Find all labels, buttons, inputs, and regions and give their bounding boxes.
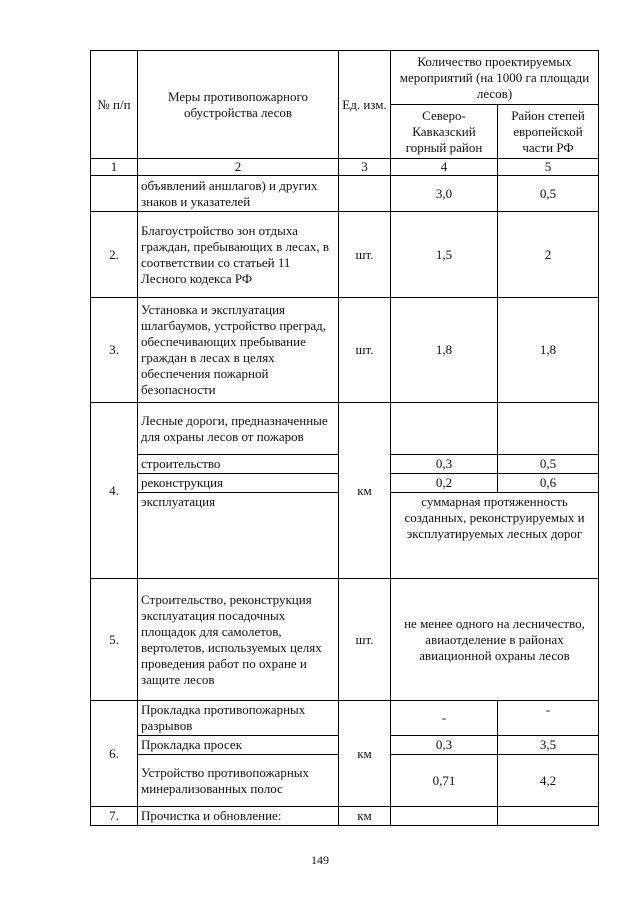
- row-unit: шт.: [339, 212, 391, 298]
- table-row: [91, 176, 599, 212]
- subrow-label: Устройство противопожарных минерализованных полос: [138, 755, 339, 807]
- page-number: 149: [311, 853, 329, 867]
- subrow-value-5: 0,6: [498, 474, 599, 493]
- row-num: 6.: [91, 701, 138, 807]
- table-row: [91, 212, 599, 298]
- row-value-4: 1,5: [391, 212, 498, 298]
- row-value-4: 3,0: [391, 176, 498, 212]
- row-value-4: [391, 807, 498, 826]
- row-measure: Прочистка и обновление:: [138, 807, 339, 826]
- row-value-5: [498, 807, 599, 826]
- colnum-3: 3: [339, 159, 391, 176]
- row-measure: Установка и эксплуатация шлагбаумов, устройство преград, обеспечивающих пребывание граждан в лесах в целях обеспечения пожарной безопасности: [138, 298, 339, 403]
- fire-prevention-table: [90, 50, 599, 826]
- column-numbers-row: [91, 159, 599, 176]
- subrow-label: Прокладка противопожарных разрывов: [138, 701, 339, 736]
- row-num: 3.: [91, 298, 138, 403]
- subrow-label: Прокладка просек: [138, 736, 339, 755]
- header-measures: Меры противопожарного обустройства лесов: [138, 51, 339, 159]
- subrow-value-5: 4,2: [498, 755, 599, 807]
- row-unit: шт.: [339, 579, 391, 701]
- subrow-value-4: -: [391, 701, 498, 736]
- row-num: 5.: [91, 579, 138, 701]
- subrow-value-4: 0,2: [391, 474, 498, 493]
- subrow-label: эксплуатация: [138, 493, 339, 579]
- row-unit: км: [339, 701, 391, 807]
- subrow-label: строительство: [138, 455, 339, 474]
- row-value-5: 0,5: [498, 176, 599, 212]
- row-value-4: [391, 403, 498, 455]
- subrow-value-5: -: [498, 701, 599, 736]
- row-num: 4.: [91, 403, 138, 579]
- subrow-value-5: 3,5: [498, 736, 599, 755]
- header-steppe-region: Район степей европейской части РФ: [498, 105, 599, 159]
- row-value-5: 1,8: [498, 298, 599, 403]
- header-row: [91, 51, 599, 105]
- row-value-4: 1,8: [391, 298, 498, 403]
- colnum-2: 2: [138, 159, 339, 176]
- row-measure: объявлений аншлагов) и других знаков и указателей: [138, 176, 339, 212]
- header-num: № п/п: [91, 51, 138, 159]
- colnum-1: 1: [91, 159, 138, 176]
- subrow-value-4: 0,71: [391, 755, 498, 807]
- header-quantity-group: Количество проектируемых мероприятий (на 1000 га площади лесов): [391, 51, 599, 105]
- table-row: [91, 701, 599, 736]
- row-value-5: [498, 403, 599, 455]
- row-measure: Строительство, реконструкция эксплуатация посадочных площадок для самолетов, вертолетов, используемых целях проведения работ по охране и защите лесов: [138, 579, 339, 701]
- table-row: [91, 807, 599, 826]
- colnum-4: 4: [391, 159, 498, 176]
- row-unit: шт.: [339, 298, 391, 403]
- table-row: [91, 298, 599, 403]
- subrow-label: реконструкция: [138, 474, 339, 493]
- row-num: 2.: [91, 212, 138, 298]
- row-value-5: 2: [498, 212, 599, 298]
- row-unit: км: [339, 807, 391, 826]
- subrow-value-4: 0,3: [391, 736, 498, 755]
- colnum-5: 5: [498, 159, 599, 176]
- header-north-caucasus: Северо-Кавказский горный район: [391, 105, 498, 159]
- table-row: [91, 579, 599, 701]
- subrow-value-5: 0,5: [498, 455, 599, 474]
- row-num: 7.: [91, 807, 138, 826]
- row-num: [91, 176, 138, 212]
- subrow-merged-value: суммарная протяженность созданных, реконструируемых и эксплуатируемых лесных дорог: [391, 493, 599, 579]
- subrow-value-4: 0,3: [391, 455, 498, 474]
- header-unit: Ед. изм.: [339, 51, 391, 159]
- row-merged-value: не менее одного на лесничество, авиаотделение в районах авиационной охраны лесов: [391, 579, 599, 701]
- row-unit: км: [339, 403, 391, 579]
- row-unit: [339, 176, 391, 212]
- table-row: [91, 403, 599, 455]
- row-measure: Лесные дороги, предназначенные для охраны лесов от пожаров: [138, 403, 339, 455]
- row-measure: Благоустройство зон отдыха граждан, пребывающих в лесах, в соответствии со статьей 11 Лесного кодекса РФ: [138, 212, 339, 298]
